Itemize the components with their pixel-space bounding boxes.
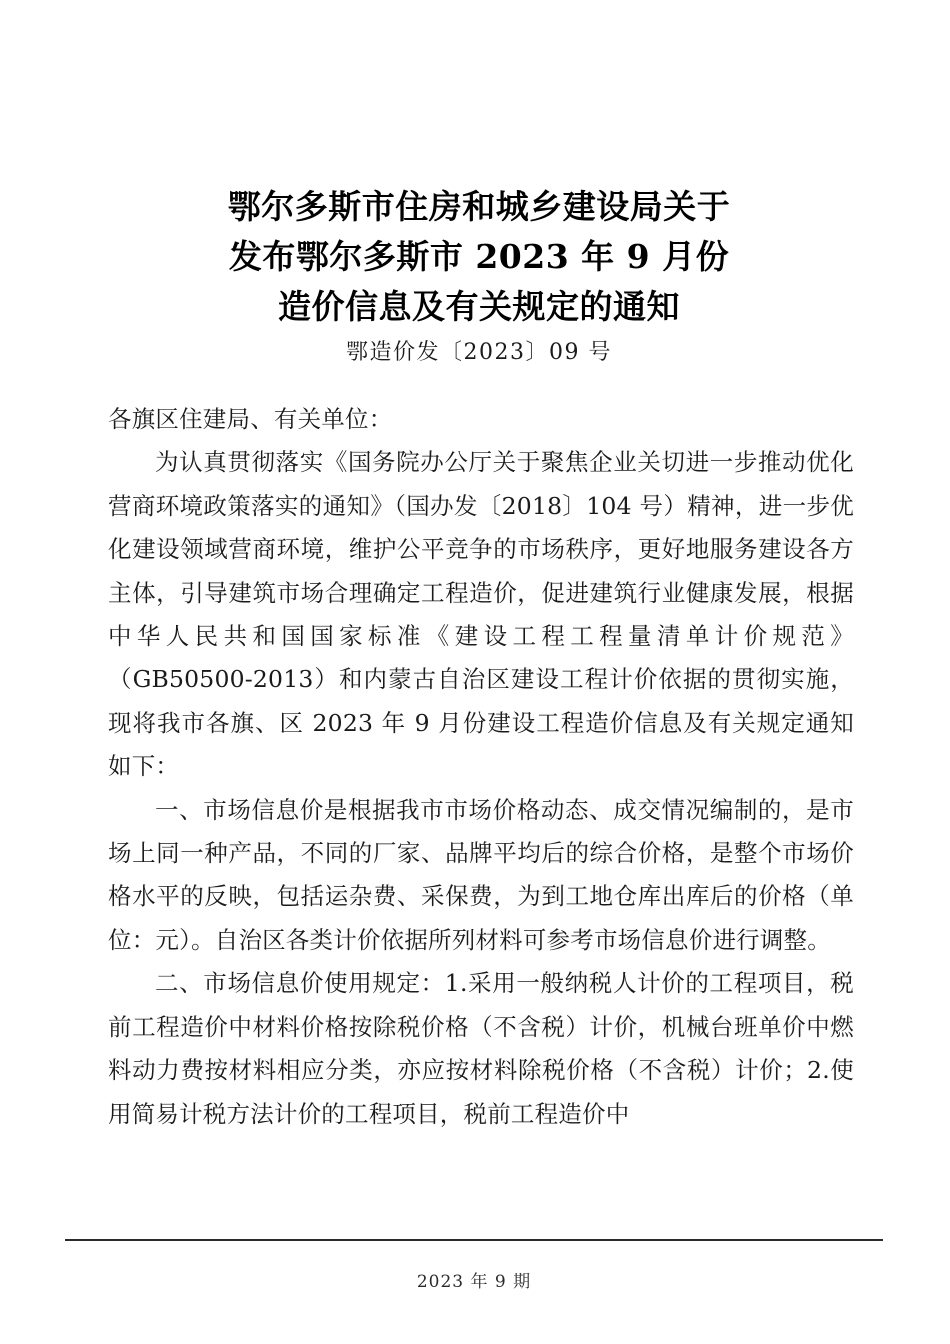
title-line-1: 鄂尔多斯市住房和城乡建设局关于 <box>227 187 731 227</box>
page-title <box>108 182 850 332</box>
footer-issue-label: 2023 年 9 期 <box>416 1272 532 1292</box>
title-line-2: 发布鄂尔多斯市 2023 年 9 月份 <box>228 237 730 277</box>
footer-divider <box>65 1239 883 1241</box>
body-paragraph-2: 一、市场信息价是根据我市市场价格动态、成交情况编制的，是市场上同一种产品，不同的厂家、品牌平均后的综合价格，是整个市场价格水平的反映，包括运杂费、采保费，为到工地仓库出库后的价格（单位：元）。自治区各类计价依据所列材料可参考市场信息价进行调整。 <box>108 795 854 954</box>
body-paragraph-1: 为认真贯彻落实《国务院办公厅关于聚焦企业关切进一步推动优化营商环境政策落实的通知》（国办发〔2018〕104 号）精神，进一步优化建设领域营商环境，维护公平竞争的市场秩序，更好地服务建设各方主体，引导建筑市场合理确定工程造价，促进建筑行业健康发展，根据中华人民共和国国家标准《建设工程工程量清单计价规范》（GB50500-2013）和内蒙古自治区建设工程计价依据的贯彻实施，现将我市各旗、区 2023 年 9 月份建设工程造价信息及有关规定通知如下： <box>108 448 854 781</box>
title-line-3: 造价信息及有关规定的通知 <box>278 287 680 327</box>
document-body <box>108 398 854 1136</box>
document-number: 鄂造价发〔2023〕09 号 <box>346 340 612 365</box>
salutation: 各旗区住建局、有关单位： <box>108 405 393 433</box>
body-paragraph-3: 二、市场信息价使用规定：1.采用一般纳税人计价的工程项目，税前工程造价中材料价格按除税价格（不含税）计价，机械台班单价中燃料动力费按材料相应分类，亦应按材料除税价格（不含税）计价；2.使用简易计税方法计价的工程项目，税前工程造价中 <box>108 969 854 1128</box>
